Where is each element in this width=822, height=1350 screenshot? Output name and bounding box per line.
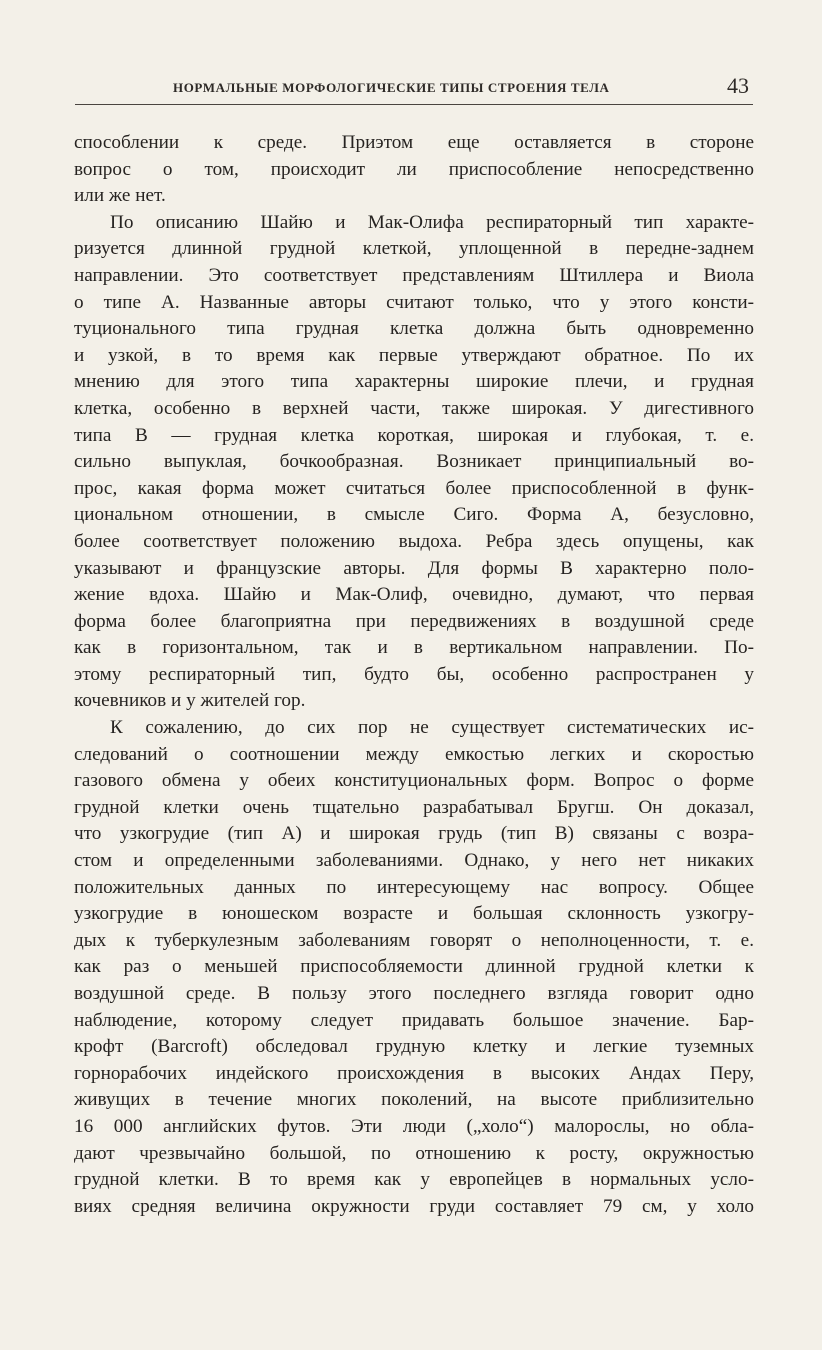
- paragraph: [74, 210, 754, 715]
- text-line: 16 000 английских футов. Эти люди („холо“) малорослы, но обла-: [74, 1115, 754, 1137]
- text-line: грудной клетки очень тщательно разрабатывал Бругш. Он доказал,: [74, 796, 754, 818]
- paragraphs: [74, 130, 754, 1220]
- text-line: или же нет.: [74, 185, 166, 207]
- text-line: положительных данных по интересующему нас вопросу. Общее: [74, 876, 754, 898]
- text-line: узкогрудие в юношеском возрасте и большая склонность узкогру-: [74, 903, 754, 925]
- text-line: этому респираторный тип, будто бы, особенно распространен у: [74, 663, 754, 685]
- text-line: стом и определенными заболеваниями. Однако, у него нет никаких: [74, 850, 754, 872]
- text-line: К сожалению, до сих пор не существует систематических ис-: [110, 717, 754, 739]
- text-line: и узкой, в то время как первые утверждают обратное. По их: [74, 344, 754, 366]
- text-line: как раз о меньшей приспособляемости длинной грудной клетки к: [74, 956, 754, 978]
- text-line: что узкогрудие (тип А) и широкая грудь (тип В) связаны с возра-: [74, 823, 754, 845]
- text-line: крофт (Barcroft) обследовал грудную клетку и легкие туземных: [74, 1036, 754, 1058]
- text-line: как в горизонтальном, так и в вертикальном направлении. По-: [74, 637, 754, 659]
- text-line: жение вдоха. Шайю и Мак-Олиф, очевидно, думают, что первая: [74, 584, 754, 606]
- text-line: сильно выпуклая, бочкообразная. Возникает принципиальный во-: [74, 451, 754, 473]
- text-line: о типе А. Названные авторы считают только, что у этого консти-: [74, 291, 754, 313]
- text-line: туционального типа грудная клетка должна быть одновременно: [74, 318, 754, 340]
- page-number: 43: [727, 73, 749, 98]
- text-line: вопрос о том, происходит ли приспособление непосредственно: [74, 158, 754, 180]
- text-line: ризуется длинной грудной клеткой, уплощенной в передне-заднем: [74, 238, 754, 260]
- text-line: циональном отношении, в смысле Сиго. Форма А, безусловно,: [74, 504, 754, 526]
- text-line: По описанию Шайю и Мак-Олифа респираторный тип характе-: [110, 211, 754, 233]
- text-line: воздушной среде. В пользу этого последнего взгляда говорит одно: [74, 983, 754, 1004]
- paragraph: [74, 130, 754, 210]
- text-line: газового обмена у обеих конституциональных форм. Вопрос о форме: [74, 770, 754, 792]
- paragraph: [74, 715, 754, 1220]
- text-line: следований о соотношении между емкостью легких и скоростью: [74, 743, 754, 765]
- text-line: форма более благоприятна при передвижениях в воздушной среде: [74, 610, 754, 632]
- text-line: клетка, особенно в верхней части, также широкая. У дигестивного: [74, 397, 754, 419]
- text-line: кочевников и у жителей гор.: [74, 690, 306, 712]
- page-body: [74, 130, 754, 1220]
- text-line: указывают и французские авторы. Для формы В характерно поло-: [74, 557, 754, 579]
- text-line: более соответствует положению выдоха. Ребра здесь опущены, как: [74, 530, 754, 552]
- text-line: мнению для этого типа характерны широкие плечи, и грудная: [74, 371, 754, 393]
- text-line: дых к туберкулезным заболеваниям говорят о неполноценности, т. е.: [74, 929, 754, 951]
- text-line: типа В — грудная клетка короткая, широкая и глубокая, т. е.: [74, 424, 754, 446]
- text-line: живущих в течение многих поколений, на высоте приблизительно: [74, 1089, 754, 1111]
- running-title: НОРМАЛЬНЫЕ МОРФОЛОГИЧЕСКИЕ ТИПЫ СТРОЕНИЯ ТЕЛА: [173, 80, 610, 95]
- text-line: прос, какая форма может считаться более приспособленной в функ-: [74, 477, 754, 499]
- text-line: грудной клетки. В то время как у европейцев в нормальных усло-: [74, 1169, 754, 1191]
- text-line: наблюдение, которому следует придавать большое значение. Бар-: [74, 1009, 754, 1031]
- text-line: способлении к среде. Приэтом еще оставляется в стороне: [74, 132, 754, 153]
- text-line: виях средняя величина окружности груди составляет 79 см, у холо: [74, 1195, 754, 1217]
- page-header: [75, 72, 753, 105]
- text-line: горнорабочих индейского происхождения в высоких Андах Перу,: [74, 1062, 754, 1084]
- text-line: дают чрезвычайно большой, по отношению к росту, окружностью: [74, 1142, 754, 1164]
- text-line: направлении. Это соответствует представлениям Штиллера и Виола: [74, 264, 754, 286]
